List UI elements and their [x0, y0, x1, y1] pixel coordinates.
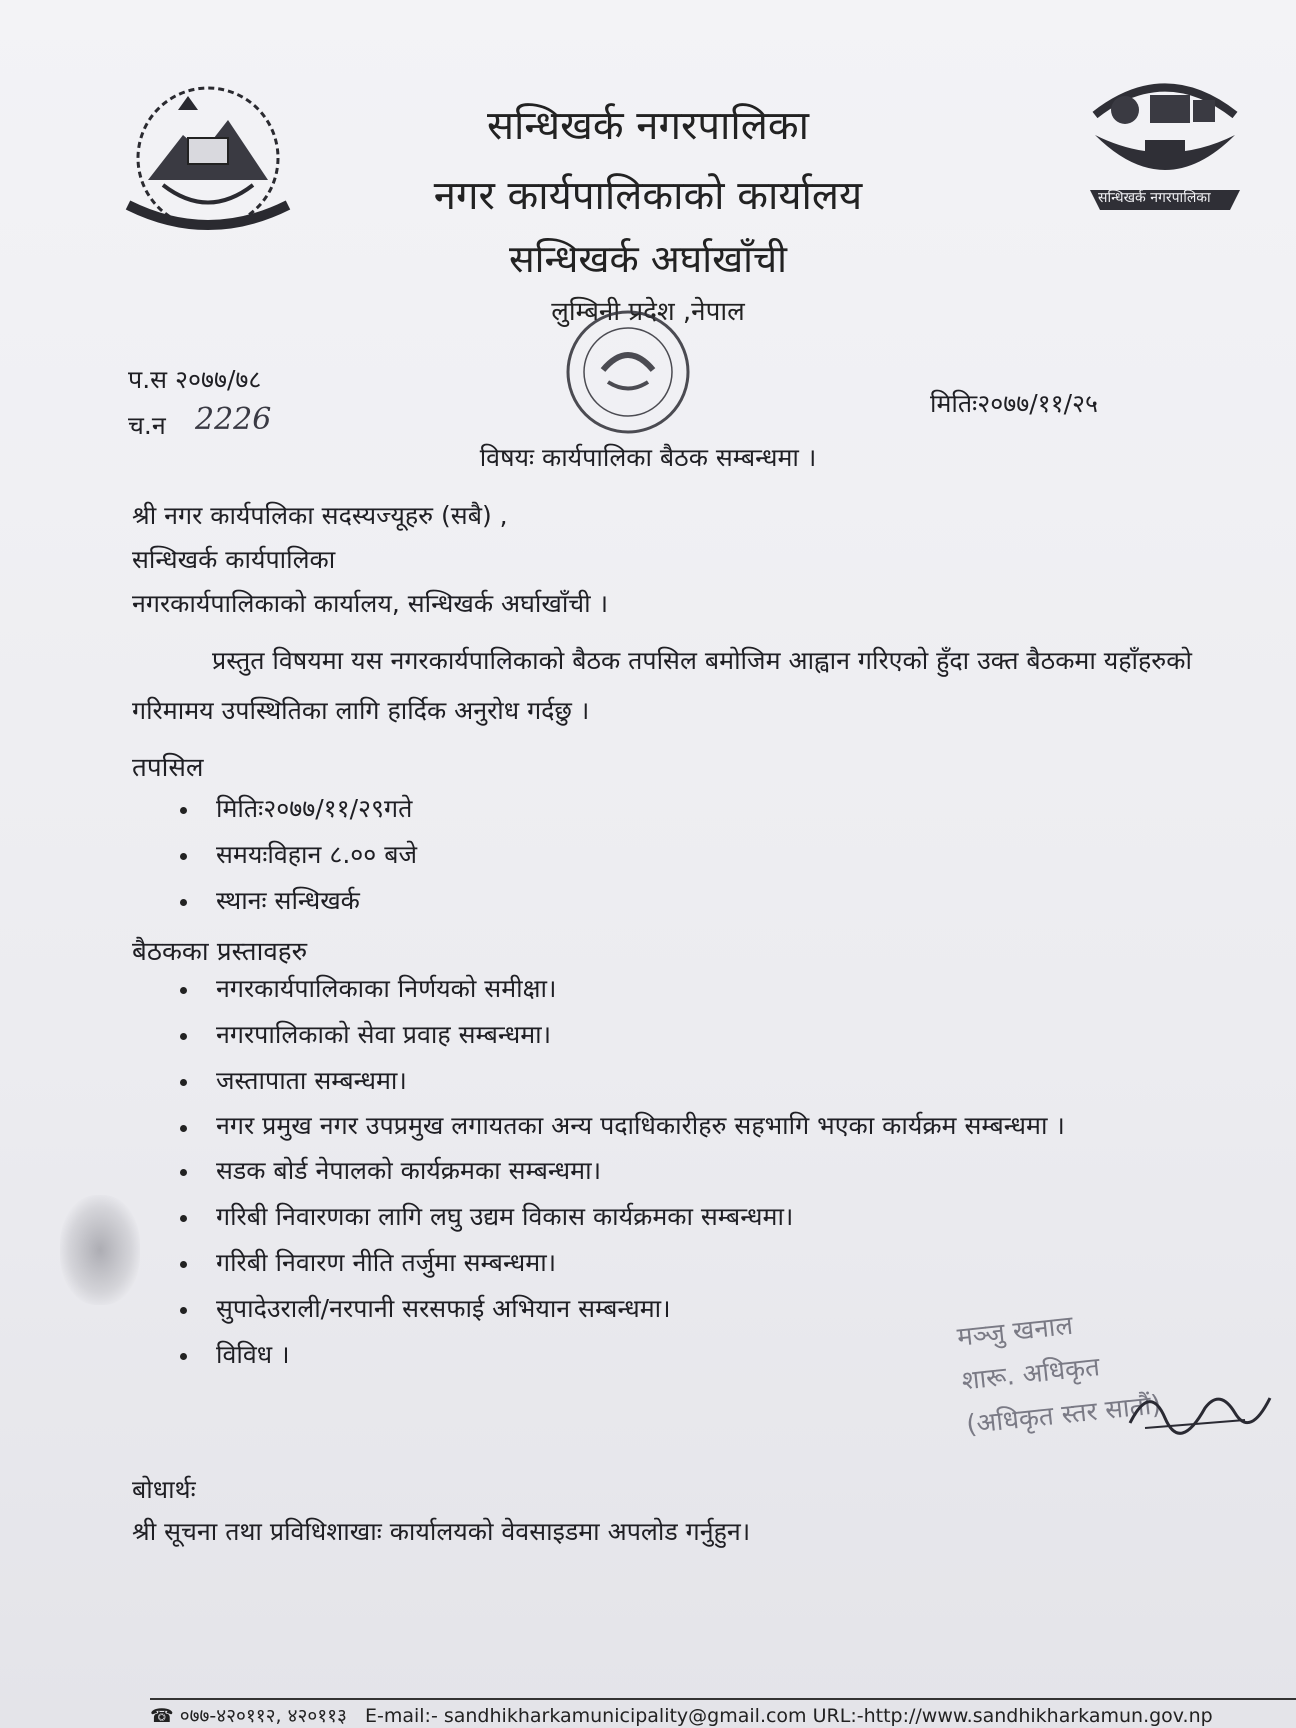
footer-phone: ०७७-४२०११२, ४२०११३: [179, 1705, 347, 1727]
agenda-heading: बैठकका प्रस्तावहरु: [132, 937, 308, 967]
footer-contact: [150, 1702, 1213, 1728]
agenda-item: सुपादेउराली/नरपानी सरसफाई अभियान सम्बन्धमा।: [180, 1286, 1240, 1332]
cc-heading: बोधार्थः: [132, 1475, 196, 1504]
footer-email: E-mail:- sandhikharkamunicipality@gmail.com: [364, 1705, 807, 1727]
agenda-item: सडक बोर्ड नेपालको कार्यक्रमका सम्बन्धमा।: [180, 1148, 1240, 1194]
signatory-title: शारू. अधिकृत: [960, 1352, 1102, 1397]
addressee-line-2: सन्धिखर्क कार्यपालिका: [132, 545, 336, 574]
agenda-item: गरिबी निवारणका लागि लघु उद्यम विकास कार्यक्रमका सम्बन्धमा।: [180, 1194, 1240, 1240]
header-province: लुम्बिनी प्रदेश ,नेपाल: [551, 297, 745, 327]
agenda-item: नगरपालिकाको सेवा प्रवाह सम्बन्धमा।: [180, 1012, 1240, 1058]
signatory-level: (अधिकृत स्तर सातौं): [964, 1390, 1163, 1441]
header-municipality-name: सन्धिखर्क नगरपालिका: [487, 103, 809, 149]
body-text: प्रस्तुत विषयमा यस नगरकार्यपालिकाको बैठक तपसिल बमोजिम आह्वान गरिएको हुँदा उक्त बैठकमा यहाँहरुको गरिमामय उपस्थितिका लागि हार्दिक अनुरोध गर्दछु ।: [132, 646, 1192, 725]
letter-body: [132, 636, 1192, 736]
letter-subject: विषयः कार्यपालिका बैठक सम्बन्धमा ।: [479, 443, 817, 472]
agenda-item: नगरकार्यपालिकाका निर्णयको समीक्षा।: [180, 966, 1240, 1012]
header-office-name: नगर कार्यपालिकाको कार्यालय: [433, 173, 863, 219]
schedule-time: समयःविहान ८.०० बजे: [180, 832, 417, 878]
chalani-label: च.न: [128, 411, 166, 440]
cc-line: श्री सूचना तथा प्रविधिशाखाः कार्यालयको वेवसाइडमा अपलोड गर्नुहुन।: [132, 1517, 751, 1546]
schedule-venue: स्थानः सन्धिखर्क: [180, 878, 417, 924]
agenda-item: जस्तापाता सम्बन्धमा।: [180, 1058, 1240, 1104]
signatory-name: मञ्जु खनाल: [955, 1310, 1075, 1353]
header-location: सन्धिखर्क अर्घाखाँची: [508, 237, 787, 281]
fingerprint-smudge: [60, 1195, 140, 1305]
footer-divider: [150, 1698, 1296, 1700]
office-stamp-icon: [548, 300, 708, 454]
handwritten-signature-icon: [1125, 1378, 1275, 1442]
logo-caption: सन्धिखर्क नगरपालिका: [1098, 190, 1211, 206]
phone-icon: ☎: [150, 1705, 174, 1727]
schedule-heading: तपसिल: [132, 753, 204, 783]
agenda-item: विविध ।: [180, 1332, 1240, 1378]
agenda-item: नगर प्रमुख नगर उपप्रमुख लगायतका अन्य पदाधिकारीहरु सहभागि भएका कार्यक्रम सम्बन्धमा ।: [180, 1104, 1240, 1148]
chalani-number: 2226: [195, 402, 272, 437]
schedule-date: मितिः२०७७/११/२९गते: [180, 786, 417, 832]
agenda-item: गरिबी निवारण नीति तर्जुमा सम्बन्धमा।: [180, 1240, 1240, 1286]
addressee-line-1: श्री नगर कार्यपलिका सदस्यज्यूहरु (सबै) ,: [132, 501, 508, 530]
footer-url: URL:-http://www.sandhikharkamun.gov.np: [812, 1705, 1213, 1727]
schedule-list: [180, 786, 417, 924]
patra-sankhya: प.स २०७७/७८: [128, 365, 262, 394]
addressee-line-3: नगरकार्यपालिकाको कार्यालय, सन्धिखर्क अर्घाखाँची ।: [132, 589, 609, 618]
letter-date: मितिः२०७७/११/२५: [930, 389, 1099, 418]
